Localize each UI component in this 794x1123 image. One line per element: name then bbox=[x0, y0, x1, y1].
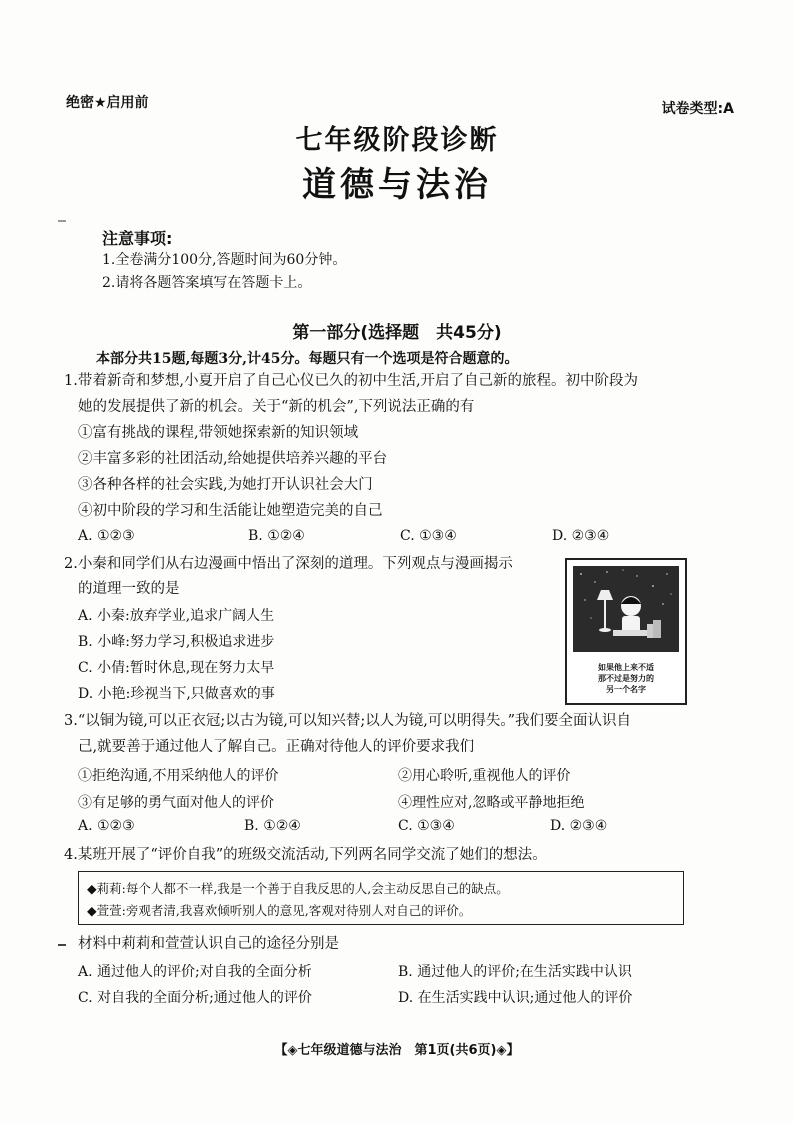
option-b[interactable]: B. ①②④ bbox=[248, 528, 305, 544]
option-a[interactable]: A. ①②③ bbox=[78, 818, 135, 834]
material-box bbox=[78, 871, 684, 925]
question-2-stem: 的道理一致的是 bbox=[78, 581, 180, 597]
caption-line: 如果他上来不适 bbox=[598, 663, 654, 672]
paper-type: 试卷类型:A bbox=[661, 101, 734, 117]
caption-line: 另一个名字 bbox=[606, 685, 646, 694]
option-d[interactable]: D. 小艳:珍视当下,只做喜欢的事 bbox=[78, 686, 275, 702]
statement-item: ①拒绝沟通,不用采纳他人的评价 bbox=[78, 768, 279, 784]
option-a[interactable]: A. 通过他人的评价;对自我的全面分析 bbox=[78, 964, 312, 980]
material-line: ◆莉莉:每个人都不一样,我是一个善于自我反思的人,会主动反思自己的缺点。 bbox=[87, 881, 509, 896]
option-a[interactable]: A. ①②③ bbox=[78, 528, 135, 544]
margin-mark bbox=[58, 220, 66, 222]
statement-item: ④理性应对,忽略或平静地拒绝 bbox=[398, 795, 585, 811]
comic-drawing bbox=[567, 560, 685, 660]
statement-item: ①富有挑战的课程,带领她探索新的知识领域 bbox=[78, 425, 359, 441]
statement-item: ③有足够的勇气面对他人的评价 bbox=[78, 795, 274, 811]
statement-item: ②用心聆听,重视他人的评价 bbox=[398, 768, 571, 784]
statement-item: ③各种各样的社会实践,为她打开认识社会大门 bbox=[78, 477, 373, 493]
notice-heading: 注意事项: bbox=[102, 229, 173, 248]
question-1-stem: 1.带着新奇和梦想,小夏开启了自己心仪已久的初中生活,开启了自己新的旅程。初中阶段为 bbox=[64, 373, 639, 389]
option-d[interactable]: D. 在生活实践中认识;通过他人的评价 bbox=[398, 990, 633, 1006]
margin-mark bbox=[58, 944, 66, 946]
question-4-prompt: 材料中莉莉和萱萱认识自己的途径分别是 bbox=[78, 936, 339, 952]
option-b[interactable]: B. ①②④ bbox=[244, 818, 301, 834]
question-4-stem: 4.某班开展了“评价自我”的班级交流活动,下列两名同学交流了她们的想法。 bbox=[64, 847, 547, 863]
page-footer: 【◈七年级道德与法治 第1页(共6页)◈】 bbox=[274, 1043, 520, 1058]
caption-line: 那不过是努力的 bbox=[598, 674, 654, 683]
statement-item: ④初中阶段的学习和生活能让她塑造完美的自己 bbox=[78, 503, 383, 519]
option-d[interactable]: D. ②③④ bbox=[552, 528, 610, 544]
section-title: 第一部分(选择题 共45分) bbox=[292, 323, 502, 343]
option-d[interactable]: D. ②③④ bbox=[550, 818, 608, 834]
confidential-label: 绝密★启用前 bbox=[66, 95, 149, 111]
question-1-stem: 她的发展提供了新的机会。关于“新的机会”,下列说法正确的有 bbox=[78, 399, 475, 415]
comic-illustration bbox=[565, 558, 687, 705]
option-c[interactable]: C. ①③④ bbox=[400, 528, 457, 544]
question-3-stem: 3.“以铜为镜,可以正衣冠;以古为镜,可以知兴替;以人为镜,可以明得失。”我们要全面认识自 bbox=[64, 713, 632, 729]
section-instructions: 本部分共15题,每题3分,计45分。每题只有一个选项是符合题意的。 bbox=[96, 351, 519, 367]
comic-caption bbox=[567, 662, 685, 695]
notice-item: 2.请将各题答案填写在答题卡上。 bbox=[102, 275, 312, 291]
option-c[interactable]: C. 对自我的全面分析;通过他人的评价 bbox=[78, 990, 312, 1006]
question-3-stem: 己,就要善于通过他人了解自己。正确对待他人的评价要求我们 bbox=[78, 739, 475, 755]
exam-title: 七年级阶段诊断 bbox=[295, 125, 499, 156]
option-b[interactable]: B. 小峰:努力学习,积极追求进步 bbox=[78, 634, 275, 650]
subject-title: 道德与法治 bbox=[302, 165, 492, 205]
option-b[interactable]: B. 通过他人的评价;在生活实践中认识 bbox=[398, 964, 632, 980]
notice-item: 1.全卷满分100分,答题时间为60分钟。 bbox=[102, 252, 347, 268]
option-c[interactable]: C. ①③④ bbox=[398, 818, 455, 834]
option-a[interactable]: A. 小秦:放弃学业,追求广阔人生 bbox=[78, 608, 275, 624]
question-2-stem: 2.小秦和同学们从右边漫画中悟出了深刻的道理。下列观点与漫画揭示 bbox=[64, 556, 513, 572]
statement-item: ②丰富多彩的社团活动,给她提供培养兴趣的平台 bbox=[78, 451, 388, 467]
material-line: ◆萱萱:旁观者清,我喜欢倾听别人的意见,客观对待别人对自己的评价。 bbox=[87, 903, 472, 918]
option-c[interactable]: C. 小倩:暂时休息,现在努力太早 bbox=[78, 660, 275, 676]
